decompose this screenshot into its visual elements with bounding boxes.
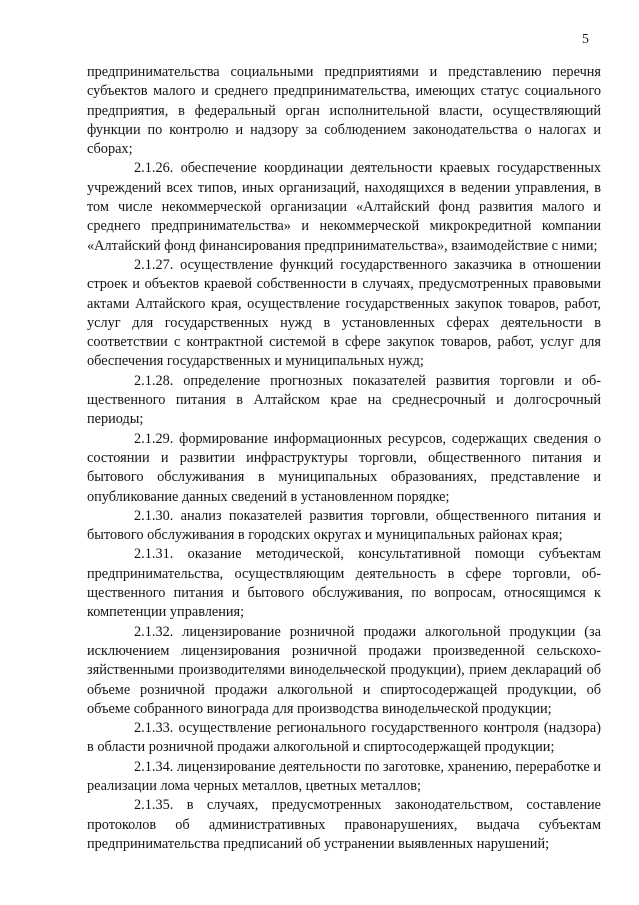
paragraph-2-1-34: 2.1.34. лицензирование деятельности по заготовке, хранению, переработке и реализации лома черных металлов, цветных металлов; bbox=[87, 758, 601, 794]
page-number: 5 bbox=[582, 32, 589, 47]
paragraph-2-1-29: 2.1.29. формирование информационных ресурсов, содержащих сведения о состоянии и развитии инфраструктуры торговли, общественного питания и бытового обслуживания в муниципальных образованиях, представление и опубликование данных сведений в установленном порядке; bbox=[87, 430, 601, 505]
paragraph-2-1-33: 2.1.33. осуществление регионального государственного контроля (надзора) в области розничной продажи алкогольной и спиртосодержащей продукции; bbox=[87, 720, 601, 756]
paragraph-2-1-35: 2.1.35. в случаях, предусмотренных законодательством, составление протоколов об административных правонарушениях, выдача субъектам предпринимательства предписаний об устранении выявленных нарушений; bbox=[87, 797, 601, 852]
paragraph-continuation: предпринимательства социальными предприятиями и представлению перечня субъектов малого и среднего предпринимательства, имеющих статус социального предприятия, в федеральный орган исполнительной власти, осуществляющий функции по контролю и надзору за соблюдением законодательства о налогах и сборах; bbox=[87, 64, 601, 158]
paragraph-2-1-30: 2.1.30. анализ показателей развития торговли, общественного питания и бытового обслуживания в городских округах и муниципальных районах края; bbox=[87, 507, 601, 544]
paragraph-2-1-26: 2.1.26. обеспечение координации деятельности краевых государственных учреждений всех типов, иных организаций, находящихся в ведении управления, в том числе некоммерческой организации «Алтайский фонд развития малого и среднего предпринимательства» и некоммерческой микрокредитной компании «Алтайский фонд финансирования предпринимательства», взаимодействие с ними; bbox=[87, 160, 601, 254]
paragraph-2-1-32: 2.1.32. лицензирование розничной продажи алкогольной продукции (за исключением лицензирования розничной продажи произведенной сельскохозяйственными производителями винодельческой продукции), прием деклараций об объеме розничной продажи алкогольной и спиртосодержащей продукции, об объеме собранного винограда для производства винодельческой продукции; bbox=[87, 623, 601, 717]
paragraph-2-1-27: 2.1.27. осуществление функций государственного заказчика в отношении строек и объектов краевой собственности в случаях, предусмотренных правовыми актами Алтайского края, осуществление государственных закупок товаров, работ, услуг для государственных нужд в установленных сферах деятельности в соответствии с контрактной системой в сфере закупок товаров, работ, услуг для обеспечения государственных и муниципальных нужд; bbox=[87, 256, 601, 370]
paragraph-2-1-28: 2.1.28. определение прогнозных показателей развития торговли и общественного питания в Алтайском крае на среднесрочный и долгосрочный периоды; bbox=[87, 372, 601, 428]
paragraph-2-1-31: 2.1.31. оказание методической, консультативной помощи субъектам предпринимательства, осуществляющим деятельность в сфере торговли, общественного питания и бытового обслуживания, по вопросам, относящимся к компетенции управления; bbox=[87, 546, 601, 621]
document-body bbox=[87, 63, 601, 854]
